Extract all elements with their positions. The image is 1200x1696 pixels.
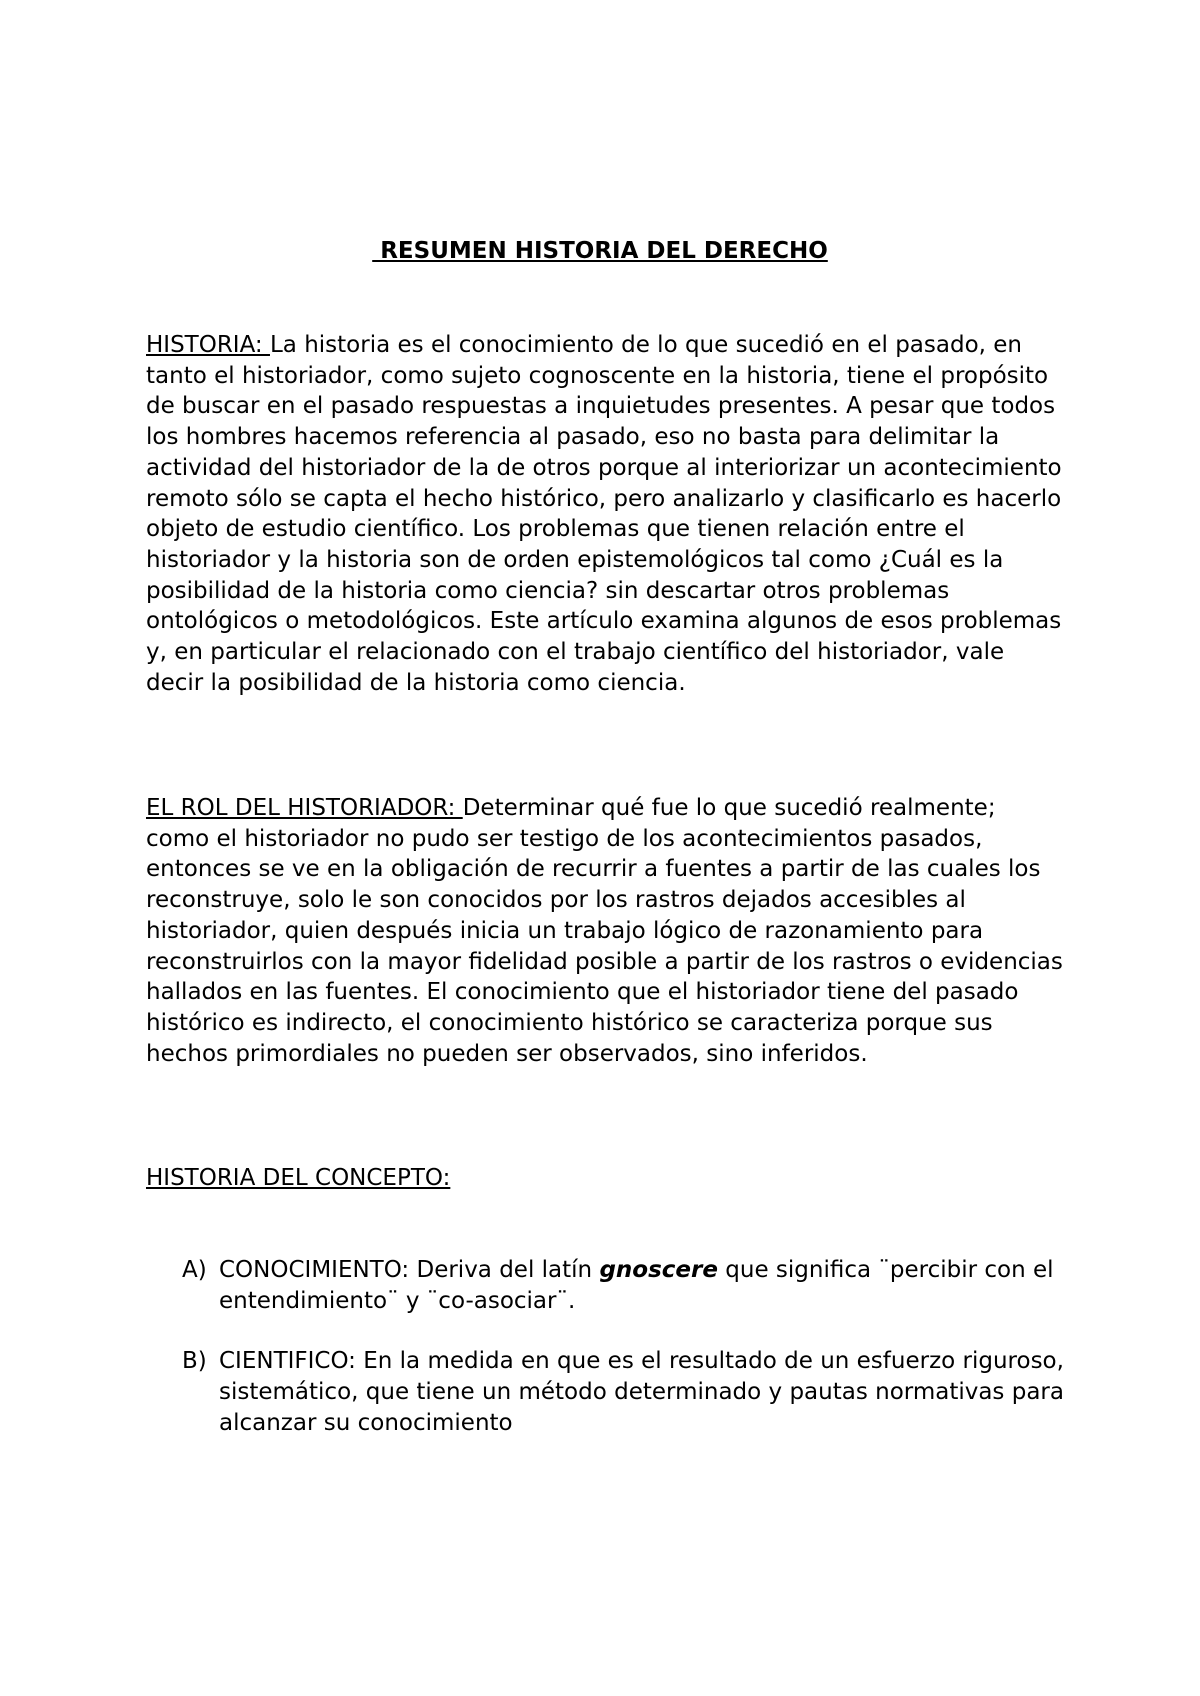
list-item <box>146 1255 1066 1316</box>
list-item-text-before: CONOCIMIENTO: Deriva del latín <box>219 1257 600 1283</box>
list-item <box>146 1346 1066 1438</box>
section-historia-label: HISTORIA: <box>146 332 270 358</box>
section-historia-text: La historia es el conocimiento de lo que sucedió en el pasado, en tanto el historiador, como sujeto cognoscente en la historia, tiene el propósito de buscar en el pasado respuestas a inquietudes presentes. A pesar que todos los hombres hacemos referencia al pasado, eso no basta para delimitar la actividad del historiador de la de otros porque al interiorizar un acontecimiento remoto sólo se capta el hecho histórico, pero analizarlo y clasificarlo es hacerlo objeto de estudio científico. Los problemas que tienen relación entre el historiador y la historia son de orden epistemológicos tal como ¿Cuál es la posibilidad de la historia como ciencia? sin descartar otros problemas ontológicos o metodológicos. Este artículo examina algunos de esos problemas y, en particular el relacionado con el trabajo científico del historiador, vale decir la posibilidad de la historia como ciencia. <box>146 332 1062 696</box>
list-item-text: CIENTIFICO: En la medida en que es el resultado de un esfuerzo riguroso, sistemático, que tiene un método determinado y pautas normativas para alcanzar su conocimiento <box>219 1348 1064 1436</box>
list-marker: B) <box>182 1348 207 1375</box>
section-rol-historiador <box>146 793 1066 1069</box>
concept-list <box>146 1255 1066 1439</box>
section-rol-historiador-text: Determinar qué fue lo que sucedió realmente; como el historiador no pudo ser testigo de los acontecimientos pasados, entonces se ve en la obligación de recurrir a fuentes a partir de las cuales los reconstruye, solo le son conocidos por los rastros dejados accesibles al historiador, quien después inicia un trabajo lógico de razonamiento para reconstruirlos con la mayor fidelidad posible a partir de los rastros o evidencias hallados en las fuentes. El conocimiento que el historiador tiene del pasado histórico es indirecto, el conocimiento histórico se caracteriza porque sus hechos primordiales no pueden ser observados, sino inferidos. <box>146 795 1063 1067</box>
list-item-text-after: que significa ¨percibir con el entendimiento¨ y ¨co-asociar¨. <box>219 1257 1054 1314</box>
document-title-text: RESUMEN HISTORIA DEL DERECHO <box>372 238 828 264</box>
section-historia <box>146 330 1066 698</box>
section-historia-concepto-label: HISTORIA DEL CONCEPTO: <box>146 1165 451 1191</box>
section-historia-concepto <box>146 1163 1066 1194</box>
section-rol-historiador-label: EL ROL DEL HISTORIADOR: <box>146 795 463 821</box>
document-title <box>0 236 1200 266</box>
latin-term: gnoscere <box>599 1257 718 1283</box>
list-marker: A) <box>182 1257 207 1283</box>
